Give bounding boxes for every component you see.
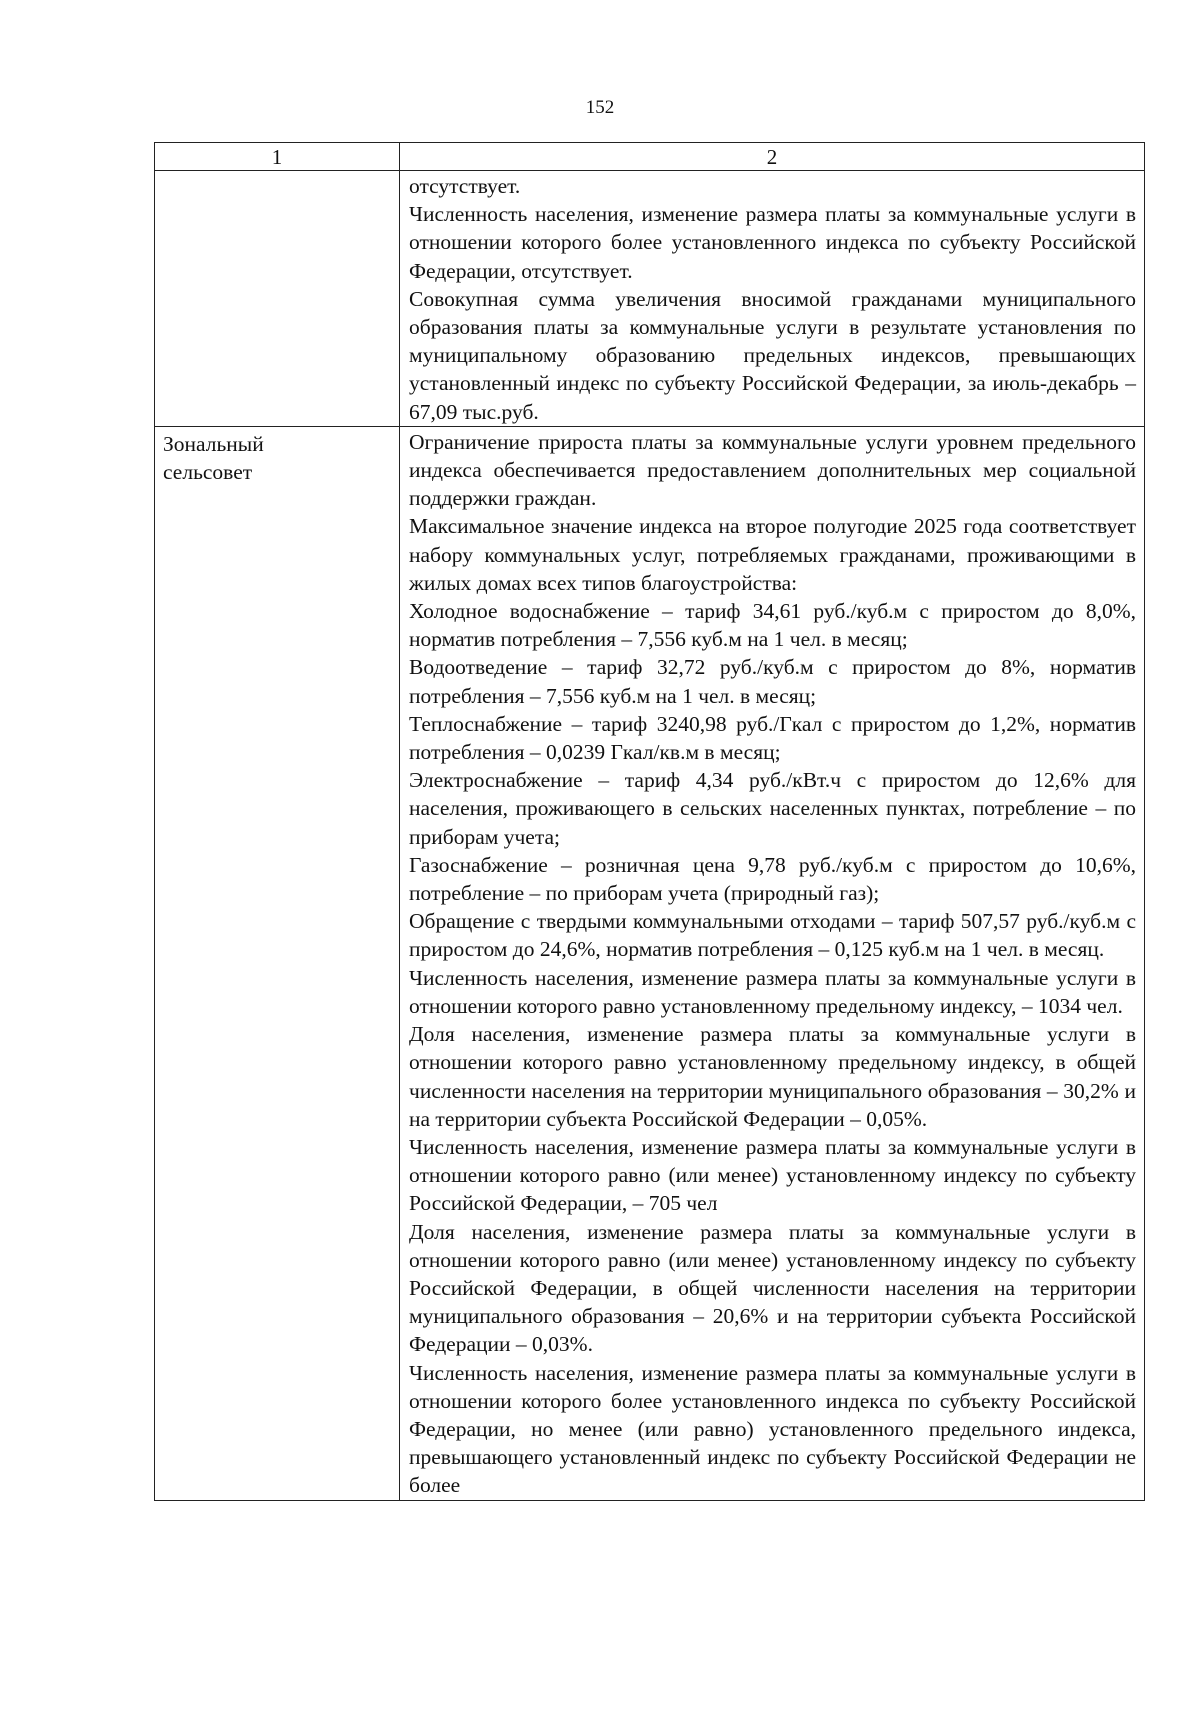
description-paragraph: Холодное водоснабжение – тариф 34,61 руб./куб.м с приростом до 8,0%, норматив потребления – 7,556 куб.м на 1 чел. в месяц;: [409, 599, 1136, 652]
municipal-index-table: [154, 142, 1145, 1501]
table-header-row: [155, 143, 1145, 171]
description-paragraph: отсутствует.: [409, 174, 521, 198]
municipality-name-line: Зональный: [163, 431, 264, 456]
description-paragraph: Численность населения, изменение размера платы за коммунальные услуги в отношении которого равно установленному предельному индексу, – 1034 чел.: [409, 965, 1136, 1018]
page-number: 152: [585, 97, 615, 118]
column-header-1: 1: [155, 143, 400, 171]
municipality-name-line: сельсовет: [163, 460, 253, 485]
description-paragraph: Численность населения, изменение размера платы за коммунальные услуги в отношении которого более установленного индекса по субъекту Российской Федерации, отсутствует.: [409, 202, 1136, 283]
municipality-name-cell: [155, 171, 400, 427]
description-paragraph: Совокупная сумма увеличения вносимой гражданами муниципального образования платы за коммунальные услуги в результате установления по муниципальному образованию предельных индексов, превышающих установленный индекс по субъекту Российской Федерации, за июль-декабрь – 67,09 тыс.руб.: [409, 286, 1136, 424]
municipality-name-cell: [155, 426, 400, 1500]
description-paragraph: Доля населения, изменение размера платы за коммунальные услуги в отношении которого равно установленному предельному индексу, в общей численности населения на территории муниципального образования – 30,2% и на территории субъекта Российской Федерации – 0,05%.: [409, 1022, 1136, 1131]
description-paragraph: Теплоснабжение – тариф 3240,98 руб./Гкал с приростом до 1,2%, норматив потребления – 0,0239 Гкал/кв.м в месяц;: [409, 711, 1136, 765]
description-paragraph: Ограничение прироста платы за коммунальные услуги уровнем предельного индекса обеспечивается предоставлением дополнительных мер социальной поддержки граждан.: [409, 429, 1136, 511]
column-header-2: 2: [400, 143, 1145, 171]
description-cell: [400, 426, 1145, 1500]
description-paragraph: Численность населения, изменение размера платы за коммунальные услуги в отношении которого более установленного индекса по субъекту Российской Федерации, но менее (или равно) установленного предельного индекса, превышающего установленный индекс по субъекту Российской Федерации не более: [409, 1360, 1136, 1498]
description-paragraph: Численность населения, изменение размера платы за коммунальные услуги в отношении которого равно (или менее) установленному индексу по субъекту Российской Федерации, – 705 чел: [409, 1134, 1136, 1216]
table-row: [155, 426, 1145, 1500]
table-row: [155, 171, 1145, 427]
description-paragraph: Обращение с твердыми коммунальными отходами – тариф 507,57 руб./куб.м с приростом до 24,6%, норматив потребления – 0,125 куб.м на 1 чел. в месяц.: [409, 909, 1136, 962]
description-paragraph: Доля населения, изменение размера платы за коммунальные услуги в отношении которого равно (или менее) установленному индексу по субъекту Российской Федерации, в общей численности населения на территории муниципального образования – 20,6% и на территории субъекта Российской Федерации – 0,03%.: [409, 1219, 1136, 1357]
description-paragraph: Максимальное значение индекса на второе полугодие 2025 года соответствует набору коммунальных услуг, потребляемых гражданами, проживающими в жилых домах всех типов благоустройства:: [409, 514, 1136, 595]
description-paragraph: Электроснабжение – тариф 4,34 руб./кВт.ч с приростом до 12,6% для населения, проживающего в сельских населенных пунктах, потребление – по приборам учета;: [409, 768, 1136, 849]
description-paragraph: Водоотведение – тариф 32,72 руб./куб.м с приростом до 8%, норматив потребления – 7,556 куб.м на 1 чел. в месяц;: [409, 655, 1136, 708]
description-cell: [400, 171, 1145, 427]
description-paragraph: Газоснабжение – розничная цена 9,78 руб./куб.м с приростом до 10,6%, потребление – по приборам учета (природный газ);: [409, 852, 1136, 906]
